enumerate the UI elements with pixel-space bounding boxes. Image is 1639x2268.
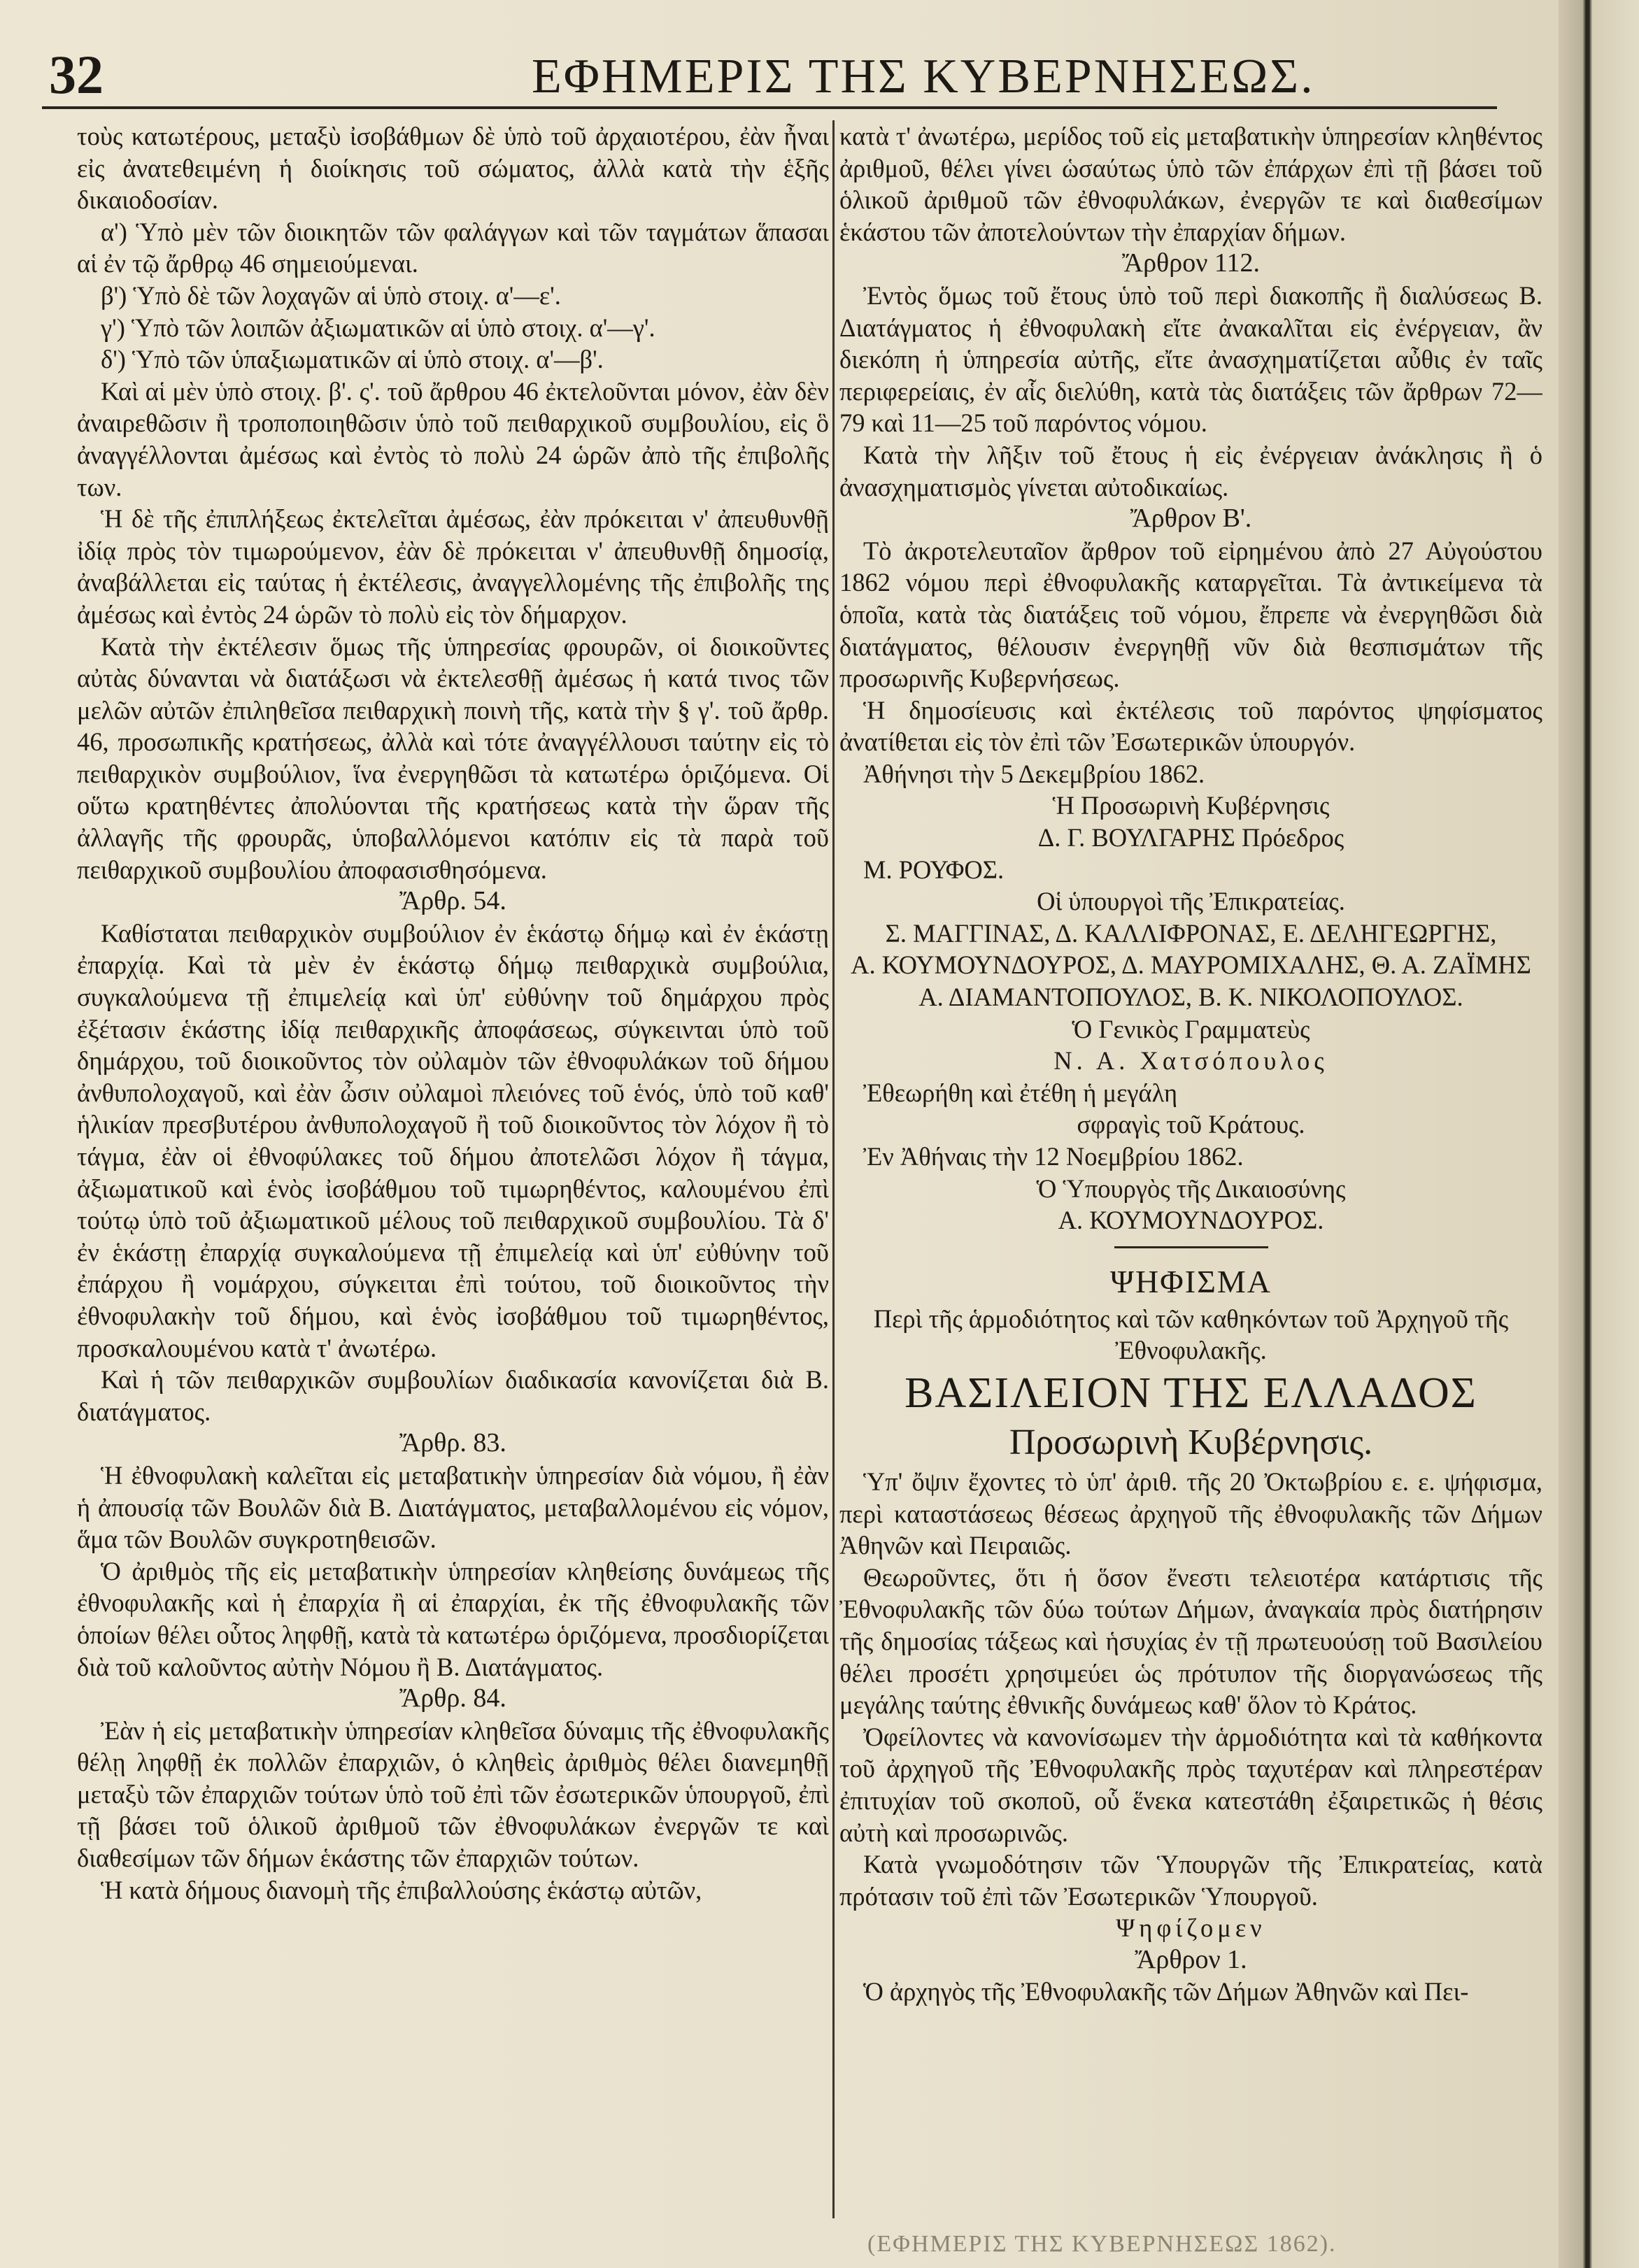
page-header: [42, 31, 1497, 108]
paragraph: δ') Ὑπὸ τῶν ὑπαξιωματικῶν αἱ ὑπὸ στοιχ. α'—β'.: [101, 345, 604, 374]
signature-line: Οἱ ὑπουργοὶ τῆς Ἐπικρατείας.: [1037, 887, 1345, 916]
paragraph: τοὺς κατωτέρους, μεταξὺ ἰσοβάθμων δὲ ὑπὸ τοῦ ἀρχαιοτέρου, ἐὰν ἦναι εἰς ἀνατεθειμένη ἡ διοίκησις τοῦ σώματος, ἀλλὰ κατὰ τὴν ἑξῆς δικαιοδοσίαν.: [77, 122, 829, 215]
paragraph: Ἐθεωρήθη καὶ ἐτέθη ἡ μεγάλη: [863, 1078, 1178, 1107]
paragraph: Ἀθήνησι τὴν 5 Δεκεμβρίου 1862.: [863, 759, 1205, 788]
paragraph: Κατὰ τὴν λῆξιν τοῦ ἔτους ἡ εἰς ἐνέργειαν ἀνάκλησις ἢ ὁ ἀνασχηματισμὸς γίνεται αὐτοδικαίως.: [839, 440, 1542, 501]
paragraph: Περὶ τῆς ἁρμοδιότητος καὶ τῶν καθηκόντων τοῦ Ἀρχηγοῦ τῆς Ἐθνοφυλακῆς.: [873, 1304, 1509, 1365]
signature-line: Α. ΔΙΑΜΑΝΤΟΠΟΥΛΟΣ, Β. Κ. ΝΙΚΟΛΟΠΟΥΛΟΣ.: [918, 983, 1463, 1012]
article-heading: Ἄρθρ. 84.: [399, 1683, 506, 1713]
paragraph: Ἐὰν ἡ εἰς μεταβατικὴν ὑπηρεσίαν κληθεῖσα δύναμις τῆς ἐθνοφυλακῆς θέλῃ ληφθῇ ἐκ πολλῶν ἐπαρχιῶν, ὁ κληθεὶς ἀριθμὸς θέλει διανεμηθῇ μεταξὺ τῶν ἐπαρχιῶν τούτων ὑπὸ τοῦ ἐπὶ τῶν ἐσωτερικῶν ὑπουργοῦ, ἐπὶ τῇ βάσει τοῦ ὁλικοῦ ἀριθμοῦ τῶν ἐθνοφυλάκων ἐνεργῶν τε καὶ διαθεσίμων τῶν δήμων ἑκάστης τῶν ἐπαρχιῶν τούτων.: [77, 1716, 829, 1873]
signature-line: Ν. Α. Χατσόπουλος: [1053, 1046, 1328, 1076]
paragraph: Κατὰ τὴν ἐκτέλεσιν ὅμως τῆς ὑπηρεσίας φρουρῶν, οἱ διοικοῦντες αὐτὰς δύνανται νὰ διατάξωσι νὰ ἐκτελεσθῇ ἀμέσως ἡ κατά τινος τῶν μελῶν αὐτῶν ἐπιληθεῖσα πειθαρχικὴ ποινὴ τῆς, κατὰ τὴν § γ'. τοῦ ἄρθρ. 46, προσωπικῆς κρατήσεως, ἀλλὰ καὶ τότε ἀναγγέλλουσι ταύτην εἰς τὸ πειθαρχικὸν συμβούλιον, ἵνα ἐνεργηθῶσι τὰ κατωτέρω ὁριζόμενα. Οἱ οὕτω κρατηθέντες ἀπολύονται τῆς κρατήσεως κατὰ τὴν ὥραν τῆς ἀλλαγῆς τῆς φρουρᾶς, ὑποβαλλόμενοι κατόπιν εἰς τὰ παρὰ τοῦ πειθαρχικοῦ συμβουλίου ἀποφασισθησόμενα.: [77, 632, 829, 884]
section-heading: Προσωρινὴ Κυβέρνησις.: [1009, 1422, 1373, 1462]
paragraph: α') Ὑπὸ μὲν τῶν διοικητῶν τῶν φαλάγγων καὶ τῶν ταγμάτων ἅπασαι αἱ ἐν τῷ ἄρθρῳ 46 σημειούμεναι.: [77, 217, 829, 278]
page-number: 32: [49, 44, 104, 105]
paragraph: β') Ὑπὸ δὲ τῶν λοχαγῶν αἱ ὑπὸ στοιχ. α'—ε'.: [101, 280, 561, 310]
paragraph: κατὰ τ' ἀνωτέρω, μερίδος τοῦ εἰς μεταβατικὴν ὑπηρεσίαν κληθέντος ἀριθμοῦ, θέλει γίνει ὡσαύτως ὑπὸ τῶν ἐπάρχων ἐπὶ τῇ βάσει τοῦ ὁλικοῦ ἀριθμοῦ τῶν ἐθνοφυλάκων, ἐνεργῶν τε καὶ διαθεσίμων ἑκάστου τῶν ἀποτελούντων τὴν ἐπαρχίαν δήμων.: [839, 122, 1542, 246]
section-heading: ΒΑΣΙΛΕΙΟΝ ΤΗΣ ΕΛΛΑΔΟΣ: [904, 1369, 1477, 1417]
signature-line: Α. ΚΟΥΜΟΥΝΔΟΥΡΟΣ, Δ. ΜΑΥΡΟΜΙΧΑΛΗΣ, Θ. Α. ΖΑΪΜΗΣ: [851, 950, 1531, 980]
section-rule: [1114, 1246, 1268, 1248]
paragraph: Θεωροῦντες, ὅτι ἡ ὅσον ἔνεστι τελειοτέρα κατάρτισις τῆς Ἐθνοφυλακῆς τῶν δύω τούτων Δήμων, ἀναγκαία πρὸς διατήρησιν τῆς δημοσίας τάξεως καὶ ἡσυχίας ἐν τῇ πρωτευούσῃ τοῦ Βασιλείου θέλει προσέτι χρησιμεύει ὡς πρότυπον τῆς διοργανώσεως τῆς μεγάλης ταύτης ἐθνικῆς δυνάμεως καθ' ὅλον τὸ Κράτος.: [839, 1562, 1542, 1720]
paragraph: Ἡ ἐθνοφυλακὴ καλεῖται εἰς μεταβατικὴν ὑπηρεσίαν διὰ νόμου, ἢ ἐὰν ἡ ἀπουσίᾳ τῶν Βουλῶν διὰ Β. Διατάγματος, μεταβαλλομένου εἰς νόμον, ἅμα τῶν Βουλῶν συγκροτηθεισῶν.: [77, 1460, 829, 1554]
signature-line: Δ. Γ. ΒΟΥΛΓΑΡΗΣ Πρόεδρος: [1037, 823, 1344, 853]
paragraph: Καθίσταται πειθαρχικὸν συμβούλιον ἐν ἑκάστῳ δήμῳ καὶ ἐν ἑκάστῃ ἐπαρχίᾳ. Καὶ τὰ μὲν ἐν ἑκάστῳ δήμῳ πειθαρχικὰ συμβούλια, συγκαλούμενα τῇ ἐπιμελείᾳ καὶ ὑπ' εὐθύνην τοῦ δημάρχου πρὸς ἐξέτασιν ἑκάστης ἰδίᾳ πειθαρχικῆς ἀποφάσεως, σύγκεινται ὑπὸ τοῦ δημάρχου, τοῦ διοικοῦντος τὸν οὐλαμὸν τῶν ἐθνοφυλάκων τοῦ δήμου ἀνθυπολοχαγοῦ, καὶ ἐὰν ὦσιν οὐλαμοὶ πλειόνες τοῦ ἑνός, ὑπὸ τοῦ καθ' ἡλικίαν πρεσβυτέρου ἀνθυπολοχαγοῦ ἢ τοῦ διοικοῦντος τὸν λόχον ἢ τὸ τάγμα, ἐὰν οἱ ἐθνοφύλακες τοῦ δήμου ἀποτελῶσι λόχον ἢ τάγμα, ἀξιωματικοῦ καὶ ἑνὸς ἰσοβάθμου τοῦ τιμωρηθέντος, καλουμένου ἐπὶ τούτῳ ὑπὸ τοῦ ἀξιωματικοῦ μέλους τοῦ πειθαρχικοῦ συμβουλίου. Τὰ δ' ἐν ἑκάστῃ ἐπαρχίᾳ συγκαλούμενα τῇ ἐπιμελείᾳ καὶ ὑπ' εὐθύνην τοῦ ἐπάρχου ἢ νομάρχου, σύγκειται ἐπὶ τούτου, τοῦ διοικοῦντος τὴν ἐθνοφυλακὴν τοῦ δήμου, καὶ ἑνὸς ἰσοβάθμου τοῦ τιμωρηθέντος, προσκαλουμένου κατὰ τ' ἀνωτέρω.: [77, 918, 829, 1362]
paragraph: Ὀφείλοντες νὰ κανονίσωμεν τὴν ἁρμοδιότητα καὶ τὰ καθήκοντα τοῦ ἀρχηγοῦ τῆς Ἐθνοφυλακῆς πρὸς ταχυτέραν καὶ πληρεστέραν ἐπιτυχίαν τοῦ σκοποῦ, οὗ ἕνεκα κατεστάθη ἐξαιρετικῶς ἡ θέσις αὐτὴ καὶ προσωρινῶς.: [839, 1722, 1542, 1847]
signature-line: Ὁ Ὑπουργὸς τῆς Δικαιοσύνης: [1036, 1174, 1346, 1203]
paragraph: Ἡ δὲ τῆς ἐπιπλήξεως ἐκτελεῖται ἀμέσως, ἐὰν πρόκειται ν' ἀπευθυνθῇ ἰδίᾳ πρὸς τὸν τιμωρούμενον, ἐὰν δὲ πρόκειται ν' ἀπευθυνθῇ δημοσίᾳ, ἀναβάλλεται εἰς ταύτας ἡ ἐκτέλεσις, ἀναγγελλομένης τῆς ἐπιβολῆς της ἀμέσως καὶ ἐντὸς 24 ὡρῶν τὸ πολὺ εἰς τὸν δήμαρχον.: [77, 504, 829, 629]
paragraph: Ἐντὸς ὅμως τοῦ ἔτους ὑπὸ τοῦ περὶ διακοπῆς ἢ διαλύσεως Β. Διατάγματος ἡ ἐθνοφυλακὴ εἴτε ἀνακαλῖται εἰς ἐνέργειαν, ἂν διεκόπη ἡ ὑπηρεσία αὐτῆς, εἴτε ἀνασχηματίζεται αὖθις ἐν ταῖς περιφερείαις, ἐν αἷς διελύθη, κατὰ τὰς διατάξεις τῶν ἄρθρων 72—79 καὶ 11—25 τοῦ παρόντος νόμου.: [839, 280, 1542, 438]
paragraph: Ὁ ἀρχηγὸς τῆς Ἐθνοφυλακῆς τῶν Δήμων Ἀθηνῶν καὶ Πει-: [863, 1977, 1469, 2006]
article-heading: Ἄρθρ. 54.: [399, 886, 506, 916]
paragraph: Καὶ ἡ τῶν πειθαρχικῶν συμβουλίων διαδικασία κανονίζεται διὰ Β. διατάγματος.: [77, 1365, 829, 1426]
paragraph: Μ. ΡΟΥΦΟΣ.: [863, 855, 1005, 884]
signature-line: Ψηφίζομεν: [1116, 1913, 1266, 1943]
article-heading: Ἄρθρον Β'.: [1130, 504, 1252, 534]
adjacent-page-edge: [1559, 0, 1639, 2268]
column-divider: [832, 120, 835, 2218]
left-text-column: [77, 120, 829, 2225]
paragraph: γ') Ὑπὸ τῶν λοιπῶν ἀξιωματικῶν αἱ ὑπὸ στοιχ. α'—γ'.: [101, 313, 655, 342]
paragraph: Ὁ ἀριθμὸς τῆς εἰς μεταβατικὴν ὑπηρεσίαν κληθείσης δυνάμεως τῆς ἐθνοφυλακῆς καὶ ἡ ἐπαρχία ἢ αἱ ἐπαρχίαι, ἐκ τῆς ἐθνοφυλακῆς τῶν ὁποίων θέλει οὗτος ληφθῇ, κατὰ τὰ κατωτέρω ὁριζόμενα, προσδιορίζεται διὰ τοῦ καλοῦντος αὐτὴν Νόμου ἢ Β. Διατάγματος.: [77, 1556, 829, 1681]
paragraph: Ἐν Ἀθήναις τὴν 12 Νοεμβρίου 1862.: [863, 1142, 1244, 1171]
signature-line: Ἡ Προσωρινὴ Κυβέρνησις: [1052, 791, 1330, 820]
article-heading: Ἄρθρον 112.: [1122, 248, 1260, 278]
paragraph: Ἡ δημοσίευσις καὶ ἐκτέλεσις τοῦ παρόντος ψηφίσματος ἀνατίθεται εἰς τὸν ἐπὶ τῶν Ἐσωτερικῶν ὑπουργόν.: [839, 695, 1542, 757]
section-heading: ΨΗΦΙΣΜΑ: [1110, 1263, 1272, 1299]
right-text-column: [839, 120, 1542, 2225]
signature-line: Σ. ΜΑΓΓΙΝΑΣ, Δ. ΚΑΛΛΙΦΡΟΝΑΣ, Ε. ΔΕΛΗΓΕΩΡΓΗΣ,: [885, 918, 1497, 948]
gazette-title: ΕΦΗΜΕΡΙΣ ΤΗΣ ΚΥΒΕΡΝΗΣΕΩΣ.: [532, 50, 1315, 104]
article-heading: Ἄρθρον 1.: [1135, 1944, 1247, 1974]
signature-line: Ὁ Γενικὸς Γραμματεὺς: [1072, 1014, 1310, 1043]
article-heading: Ἄρθρ. 83.: [399, 1428, 506, 1458]
footer-note: (ΕΦΗΜΕΡΙΣ ΤΗΣ ΚΥΒΕΡΝΗΣΕΩΣ 1862).: [867, 2231, 1337, 2257]
paragraph: Ἡ κατὰ δήμους διανομὴ τῆς ἐπιβαλλούσης ἑκάστῳ αὐτῶν,: [101, 1875, 702, 1904]
header-rule: [42, 106, 1497, 109]
paragraph: Κατὰ γνωμοδότησιν τῶν Ὑπουργῶν τῆς Ἐπικρατείας, κατὰ πρότασιν τοῦ ἐπὶ τῶν Ἐσωτερικῶν Ὑπουργοῦ.: [839, 1850, 1542, 1911]
paragraph: Τὸ ἀκροτελευταῖον ἄρθρον τοῦ εἰρημένου ἀπὸ 27 Αὐγούστου 1862 νόμου περὶ ἐθνοφυλακῆς καταργεῖται. Τὰ ἀντικείμενα τὰ ὁποῖα, κατὰ τὰς διατάξεις τοῦ νόμου, ἔπρεπε νὰ ἐνεργηθῶσι διὰ διατάγματος, θέλουσιν ἐνεργηθῇ νῦν διὰ θεσπισμάτων τῆς προσωρινῆς Κυβερνήσεως.: [839, 536, 1542, 693]
signature-line: Α. ΚΟΥΜΟΥΝΔΟΥΡΟΣ.: [1058, 1206, 1324, 1235]
paragraph: Ὑπ' ὄψιν ἔχοντες τὸ ὑπ' ἀριθ. τῆς 20 Ὀκτωβρίου ε. ε. ψήφισμα, περὶ καταστάσεως θέσεως ἀρχηγοῦ τῆς ἐθνοφυλακῆς τῶν Δήμων Ἀθηνῶν καὶ Πειραιῶς.: [839, 1467, 1542, 1560]
signature-line: σφραγὶς τοῦ Κράτους.: [1077, 1110, 1305, 1139]
paragraph: Καὶ αἱ μὲν ὑπὸ στοιχ. β'. ς'. τοῦ ἄρθρου 46 ἐκτελοῦνται μόνον, ἐὰν δὲν ἀναιρεθῶσιν ἢ τροποποιηθῶσιν ὑπὸ τοῦ πειθαρχικοῦ συμβουλίου, εἰς ὃ ἀναγγέλλονται ἀμέσως καὶ ἐντὸς τὸ πολὺ 24 ὡρῶν ἀπὸ τῆς ἐπιβολῆς των.: [77, 376, 829, 501]
